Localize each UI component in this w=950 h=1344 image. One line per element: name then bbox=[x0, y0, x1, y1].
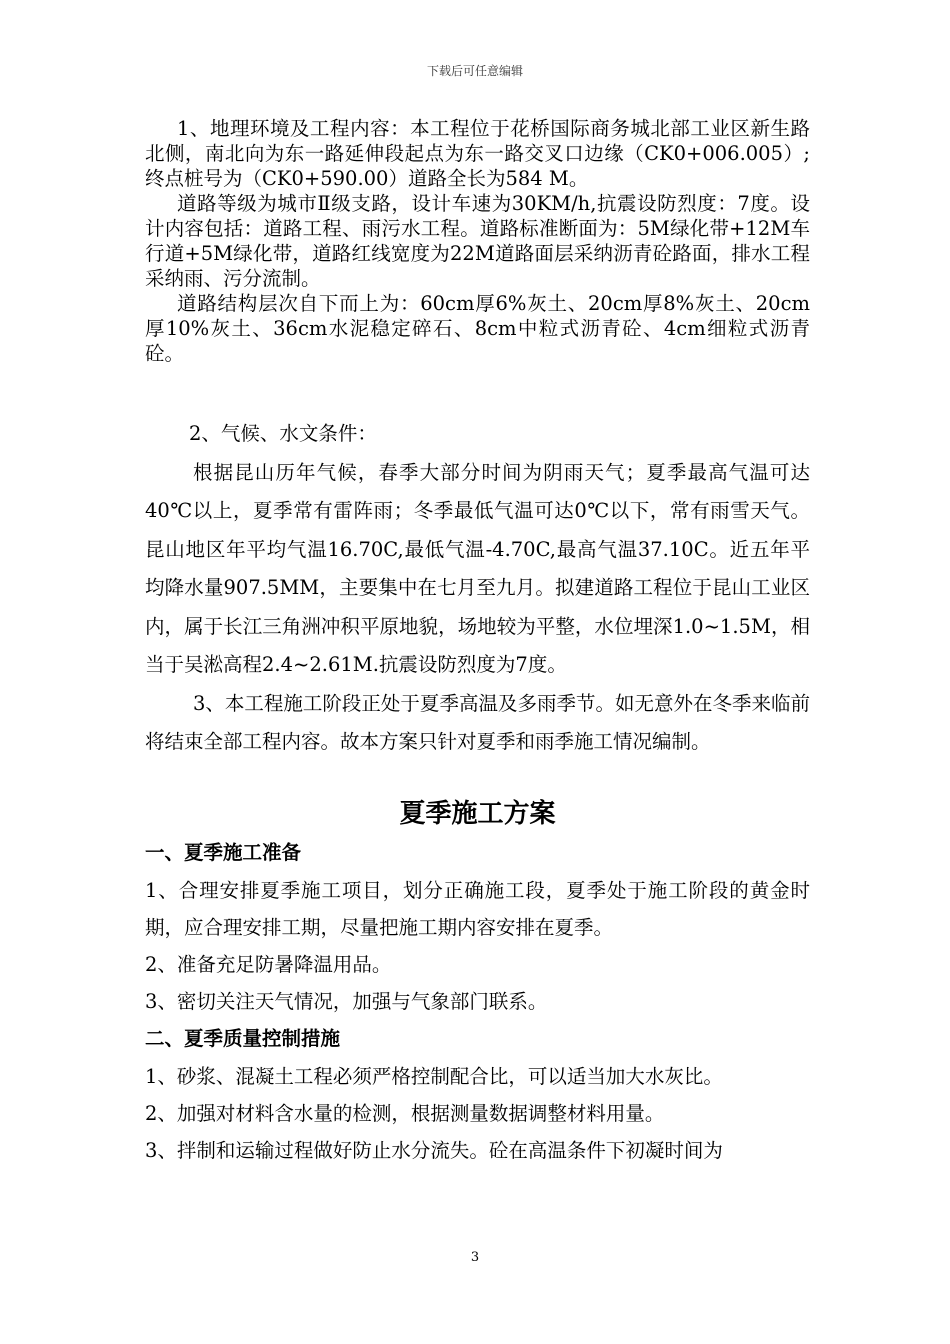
list-item: 1、合理安排夏季施工项目，划分正确施工段，夏季处于施工阶段的黄金时期，应合理安排工期，尽量把施工期内容安排在夏季。 bbox=[145, 878, 810, 939]
list-item: 2、加强对材料含水量的检测，根据测量数据调整材料用量。 bbox=[145, 1101, 665, 1125]
climate-paragraph: 根据昆山历年气候，春季大部分时间为阴雨天气；夏季最高气温可达40℃以上，夏季常有雷阵雨；冬季最低气温可达0℃以下，常有雨雪天气。昆山地区年平均气温16.70C,最低气温-4.70C,最高气温37.10C。近五年平均降水量907.5MM，主要集中在七月至九月。拟建道路工程位于昆山工业区内，属于长江三角洲冲积平原地貌，场地较为平整，水位埋深1.0~1.5M，相当于吴淞高程2.4~2.61M.抗震设防烈度为7度。 bbox=[145, 460, 810, 676]
intro-paragraph-road-grade: 道路等级为城市Ⅱ级支路，设计车速为30KM/h,抗震设防烈度：7度。设计内容包括：道路工程、雨污水工程。道路标准断面为：5M绿化带+12M车行道+5M绿化带，道路红线宽度为22M道路面层采纳沥青砼路面，排水工程采纳雨、污分流制。 bbox=[145, 192, 810, 290]
page-header-note: 下载后可任意编辑 bbox=[426, 64, 523, 78]
list-item: 1、砂浆、混凝土工程必须严格控制配合比，可以适当加大水灰比。 bbox=[145, 1064, 723, 1088]
page-number: 3 bbox=[470, 1250, 480, 1265]
intro-paragraph-location: 1、地理环境及工程内容：本工程位于花桥国际商务城北部工业区新生路北侧，南北向为东一路延伸段起点为东一路交叉口边缘（CK0+006.005）;终点桩号为（CK0+590.00）道路全长为584 M。 bbox=[145, 117, 810, 190]
section-heading-preparation: 一、夏季施工准备 bbox=[145, 840, 302, 864]
section-heading-quality-control: 二、夏季质量控制措施 bbox=[145, 1026, 341, 1050]
document-body bbox=[145, 116, 810, 1169]
intro-paragraph-structure: 道路结构层次自下而上为：60cm厚6%灰土、20cm厚8%灰土、20cm厚10%灰土、36cm水泥稳定碎石、8cm中粒式沥青砼、4cm细粒式沥青砼。 bbox=[145, 292, 810, 365]
plan-title: 夏季施工方案 bbox=[399, 798, 556, 829]
climate-heading: 2、气候、水文条件： bbox=[189, 422, 377, 445]
construction-stage-paragraph: 3、本工程施工阶段正处于夏季高温及多雨季节。如无意外在冬季来临前将结束全部工程内容。故本方案只针对夏季和雨季施工情况编制。 bbox=[145, 691, 810, 753]
list-item: 3、密切关注天气情况，加强与气象部门联系。 bbox=[145, 989, 548, 1013]
list-item: 3、拌制和运输过程做好防止水分流失。砼在高温条件下初凝时间为 bbox=[145, 1138, 723, 1162]
list-item: 2、准备充足防暑降温用品。 bbox=[145, 952, 392, 976]
